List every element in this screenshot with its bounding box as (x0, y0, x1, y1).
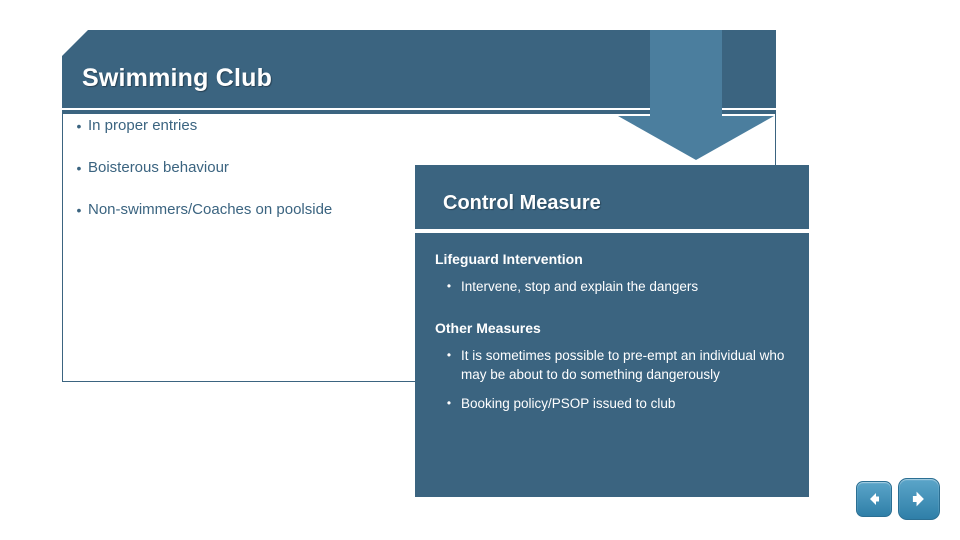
list-item (423, 346, 793, 384)
previous-slide-button[interactable] (856, 481, 892, 517)
list-item-label: Booking policy/PSOP issued to club (461, 396, 676, 411)
control-measure-title: Control Measure (443, 192, 601, 214)
next-slide-button[interactable] (898, 478, 940, 520)
hazard-list (62, 116, 462, 242)
list-item-label: Boisterous behaviour (88, 159, 229, 176)
list-item (62, 200, 462, 220)
list-item-label: In proper entries (88, 117, 198, 134)
page-title: Swimming Club (82, 64, 273, 92)
list-item (62, 116, 462, 136)
arrow-head (618, 116, 774, 160)
section-heading-lifeguard: Lifeguard Intervention (435, 251, 583, 267)
arrow-left-icon (865, 490, 883, 508)
bullet-icon: • (76, 202, 82, 218)
arrow-right-icon (908, 488, 930, 510)
bullet-icon: • (76, 160, 82, 176)
arrow-down-icon (618, 30, 774, 160)
list-item-label: It is sometimes possible to pre-empt an individual who may be about to do something dangerously (461, 348, 785, 382)
bullet-icon: • (446, 396, 452, 410)
bullet-icon: • (446, 279, 452, 293)
control-measure-body (415, 233, 809, 497)
arrow-stem (650, 30, 722, 122)
section-heading-other: Other Measures (435, 320, 541, 336)
bullet-icon: • (446, 348, 452, 362)
list-item (423, 277, 793, 296)
list-item (423, 394, 793, 413)
bullet-icon: • (76, 118, 82, 134)
list-item (62, 158, 462, 178)
list-item-label: Intervene, stop and explain the dangers (461, 279, 699, 294)
slide-navigation (856, 478, 940, 520)
list-item-label: Non-swimmers/Coaches on poolside (88, 201, 333, 218)
